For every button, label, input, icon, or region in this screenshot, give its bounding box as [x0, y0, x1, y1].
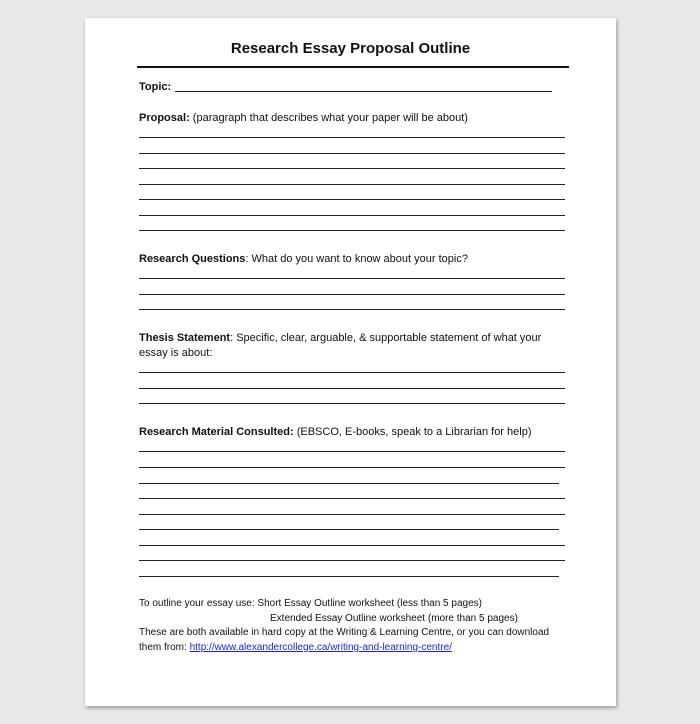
footer-line-3: These are both available in hard copy at the Writing & Learning Centre, or you can download: [139, 627, 550, 638]
thesis-line: [139, 388, 565, 389]
material-line: [139, 514, 565, 515]
page-title: Research Essay Proposal Outline: [230, 40, 471, 57]
material-desc: (EBSCO, E-books, speak to a Librarian for help): [293, 426, 532, 438]
material-line: [139, 576, 559, 577]
material-heading: [139, 426, 532, 438]
topic-label: Topic:: [139, 81, 172, 93]
thesis-heading: [139, 332, 541, 344]
material-line: [139, 483, 559, 484]
thesis-desc: : Specific, clear, arguable, & supportable statement of what your: [230, 332, 542, 344]
proposal-line: [139, 199, 565, 200]
research-questions-line: [139, 309, 565, 310]
material-line: [139, 560, 565, 561]
proposal-line: [139, 168, 565, 169]
footer-line-1: To outline your essay use: Short Essay Outline worksheet (less than 5 pages): [139, 598, 482, 609]
document-page: [85, 18, 616, 706]
proposal-line: [139, 230, 565, 231]
research-questions-line: [139, 278, 565, 279]
footer-link-prefix: them from:: [139, 642, 190, 653]
thesis-line: [139, 403, 565, 404]
material-line: [139, 451, 565, 452]
material-line: [139, 529, 559, 530]
footer-line-4: [139, 642, 452, 653]
proposal-line: [139, 137, 565, 138]
material-line: [139, 498, 565, 499]
material-line: [139, 467, 565, 468]
material-line: [139, 545, 565, 546]
title-rule: [137, 66, 569, 68]
proposal-line: [139, 153, 565, 154]
research-questions-label: Research Questions: [139, 253, 246, 265]
research-questions-desc: : What do you want to know about your topic?: [245, 253, 468, 265]
material-label: Research Material Consulted:: [139, 426, 294, 438]
thesis-label: Thesis Statement: [139, 332, 231, 344]
proposal-label: Proposal:: [139, 112, 190, 124]
proposal-desc: (paragraph that describes what your paper will be about): [189, 112, 468, 124]
proposal-heading: [139, 112, 468, 124]
thesis-line: [139, 372, 565, 373]
writing-centre-link[interactable]: http://www.alexandercollege.ca/writing-and-learning-centre/: [189, 642, 452, 653]
thesis-desc-continued: essay is about:: [139, 347, 213, 359]
topic-line: [175, 91, 552, 92]
proposal-line: [139, 184, 565, 185]
proposal-line: [139, 215, 565, 216]
research-questions-heading: [139, 253, 468, 265]
footer-line-2: Extended Essay Outline worksheet (more than 5 pages): [270, 613, 518, 624]
research-questions-line: [139, 294, 565, 295]
